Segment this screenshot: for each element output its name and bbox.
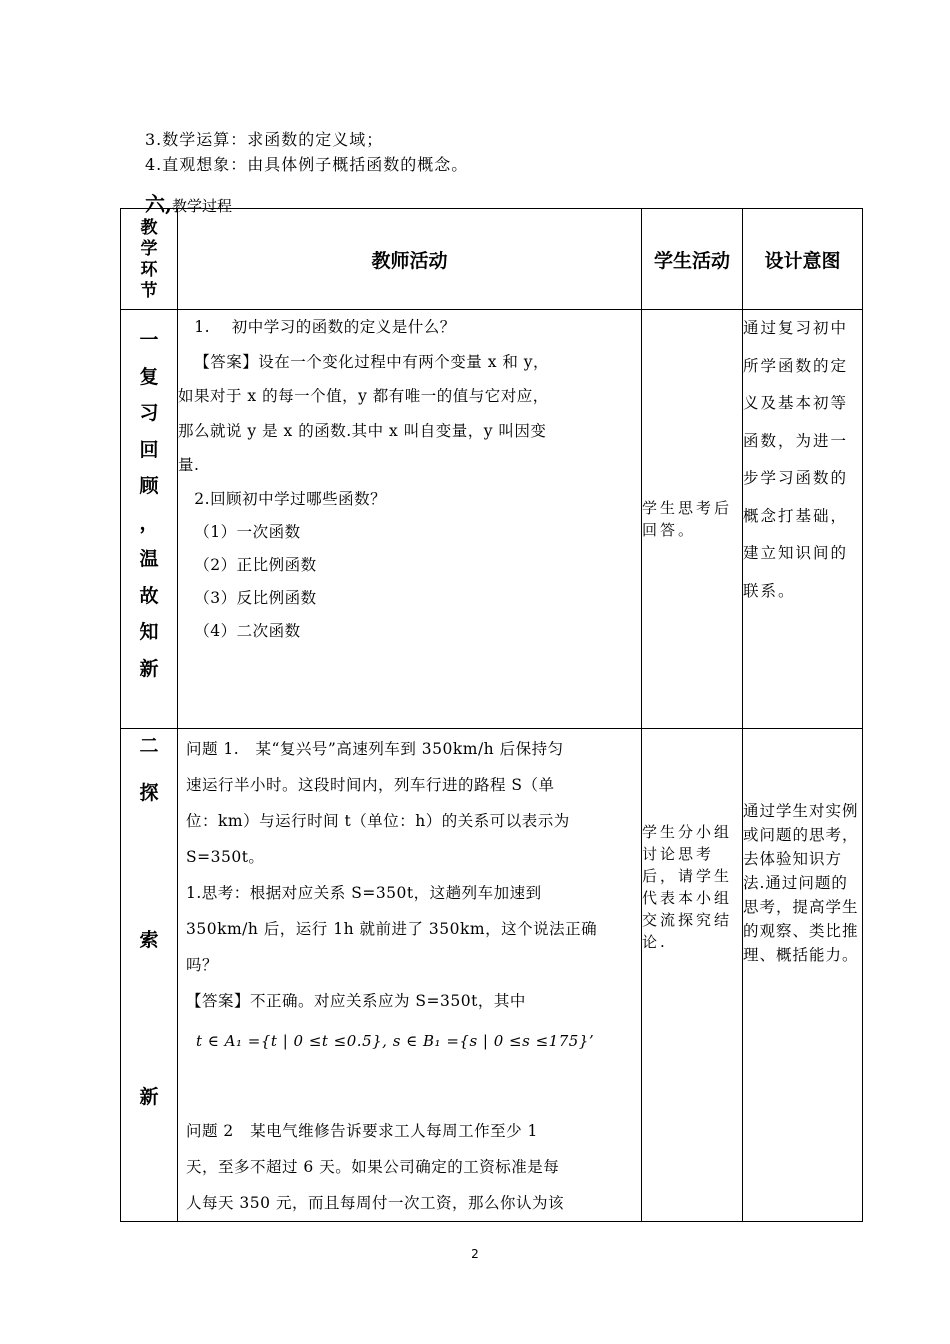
student-activity-explore: 学生分小组讨论思考后，请学生代表本小组交流探究结论. — [642, 729, 743, 1222]
header-design-intent: 设计意图 — [743, 209, 863, 310]
section-title-text: 教学过程 — [171, 197, 232, 215]
teacher-activity-review: 1. 初中学习的函数的定义是什么？ 【答案】设在一个变化过程中有两个变量 x 和 y， 如果对于 x 的每一个值，y 都有唯一的值与它对应， 那么就说 y 是 x 的函数.其中 x 叫自变量，y 叫因变 量. 2.回顾初中学过哪些函数？ （1）一次函数 （2）正比例函数 （3）反比例函数 （4）二次函数 — [178, 310, 642, 729]
table-row-explore — [121, 729, 863, 1222]
design-intent-review: 通过复习初中所学函数的定义及基本初等函数，为进一步学习函数的概念打基础，建立知识间的联系。 — [743, 310, 863, 729]
section-number: 六, — [145, 192, 172, 216]
header-stage: 教 学 环 节 — [121, 209, 178, 310]
header-teacher-activity: 教师活动 — [178, 209, 642, 310]
page-number: 2 — [471, 1247, 479, 1261]
intro-line-1: 3.数学运算：求函数的定义域； — [145, 130, 384, 149]
stage-explore: 二 探 索 新 — [121, 729, 178, 1222]
table-header-row — [121, 209, 863, 310]
student-activity-review: 学生思考后回答。 — [642, 310, 743, 729]
header-student-activity: 学生活动 — [642, 209, 743, 310]
design-intent-explore: 通过学生对实例或问题的思考，去体验知识方法.通过问题的思考，提高学生的观察、类比推理、概括能力。 — [743, 729, 863, 1222]
stage-review: 一 复 习 回 顾 ， 温 故 知 新 — [121, 310, 178, 729]
intro-line-2: 4.直观想象：由具体例子概括函数的概念。 — [145, 155, 469, 174]
formula-a1-b1: t ∈ A₁ ={t | 0 ≤t ≤0.5}, s ∈ B₁ ={s | 0 ≤s ≤175}’ — [196, 1032, 595, 1050]
teaching-process-table — [120, 208, 863, 1222]
teacher-activity-explore: 问题 1. 某“复兴号”高速列车到 350km/h 后保持匀 速运行半小时。这段时间内，列车行进的路程 S（单 位：km）与运行时间 t（单位：h）的关系可以表示为 S=350t。 1.思考：根据对应关系 S=350t，这趟列车加速到 350km/h 后，运行 1h 就前进了 350km，这个说法正确 吗？ 【答案】不正确。对应关系应为 S=350t，其中 t ∈ A₁ ={t | 0 ≤t ≤0.5}, s ∈ B₁ ={s | 0 ≤s ≤175}’ 问题 2 某电气维修告诉要求工人每周工作至少 1 天，至多不超过 6 天。如果公司确定的工资标准是每 人每天 350 元，而且每周付一次工资，那么你认为该 — [178, 729, 642, 1222]
table-row-review — [121, 310, 863, 729]
